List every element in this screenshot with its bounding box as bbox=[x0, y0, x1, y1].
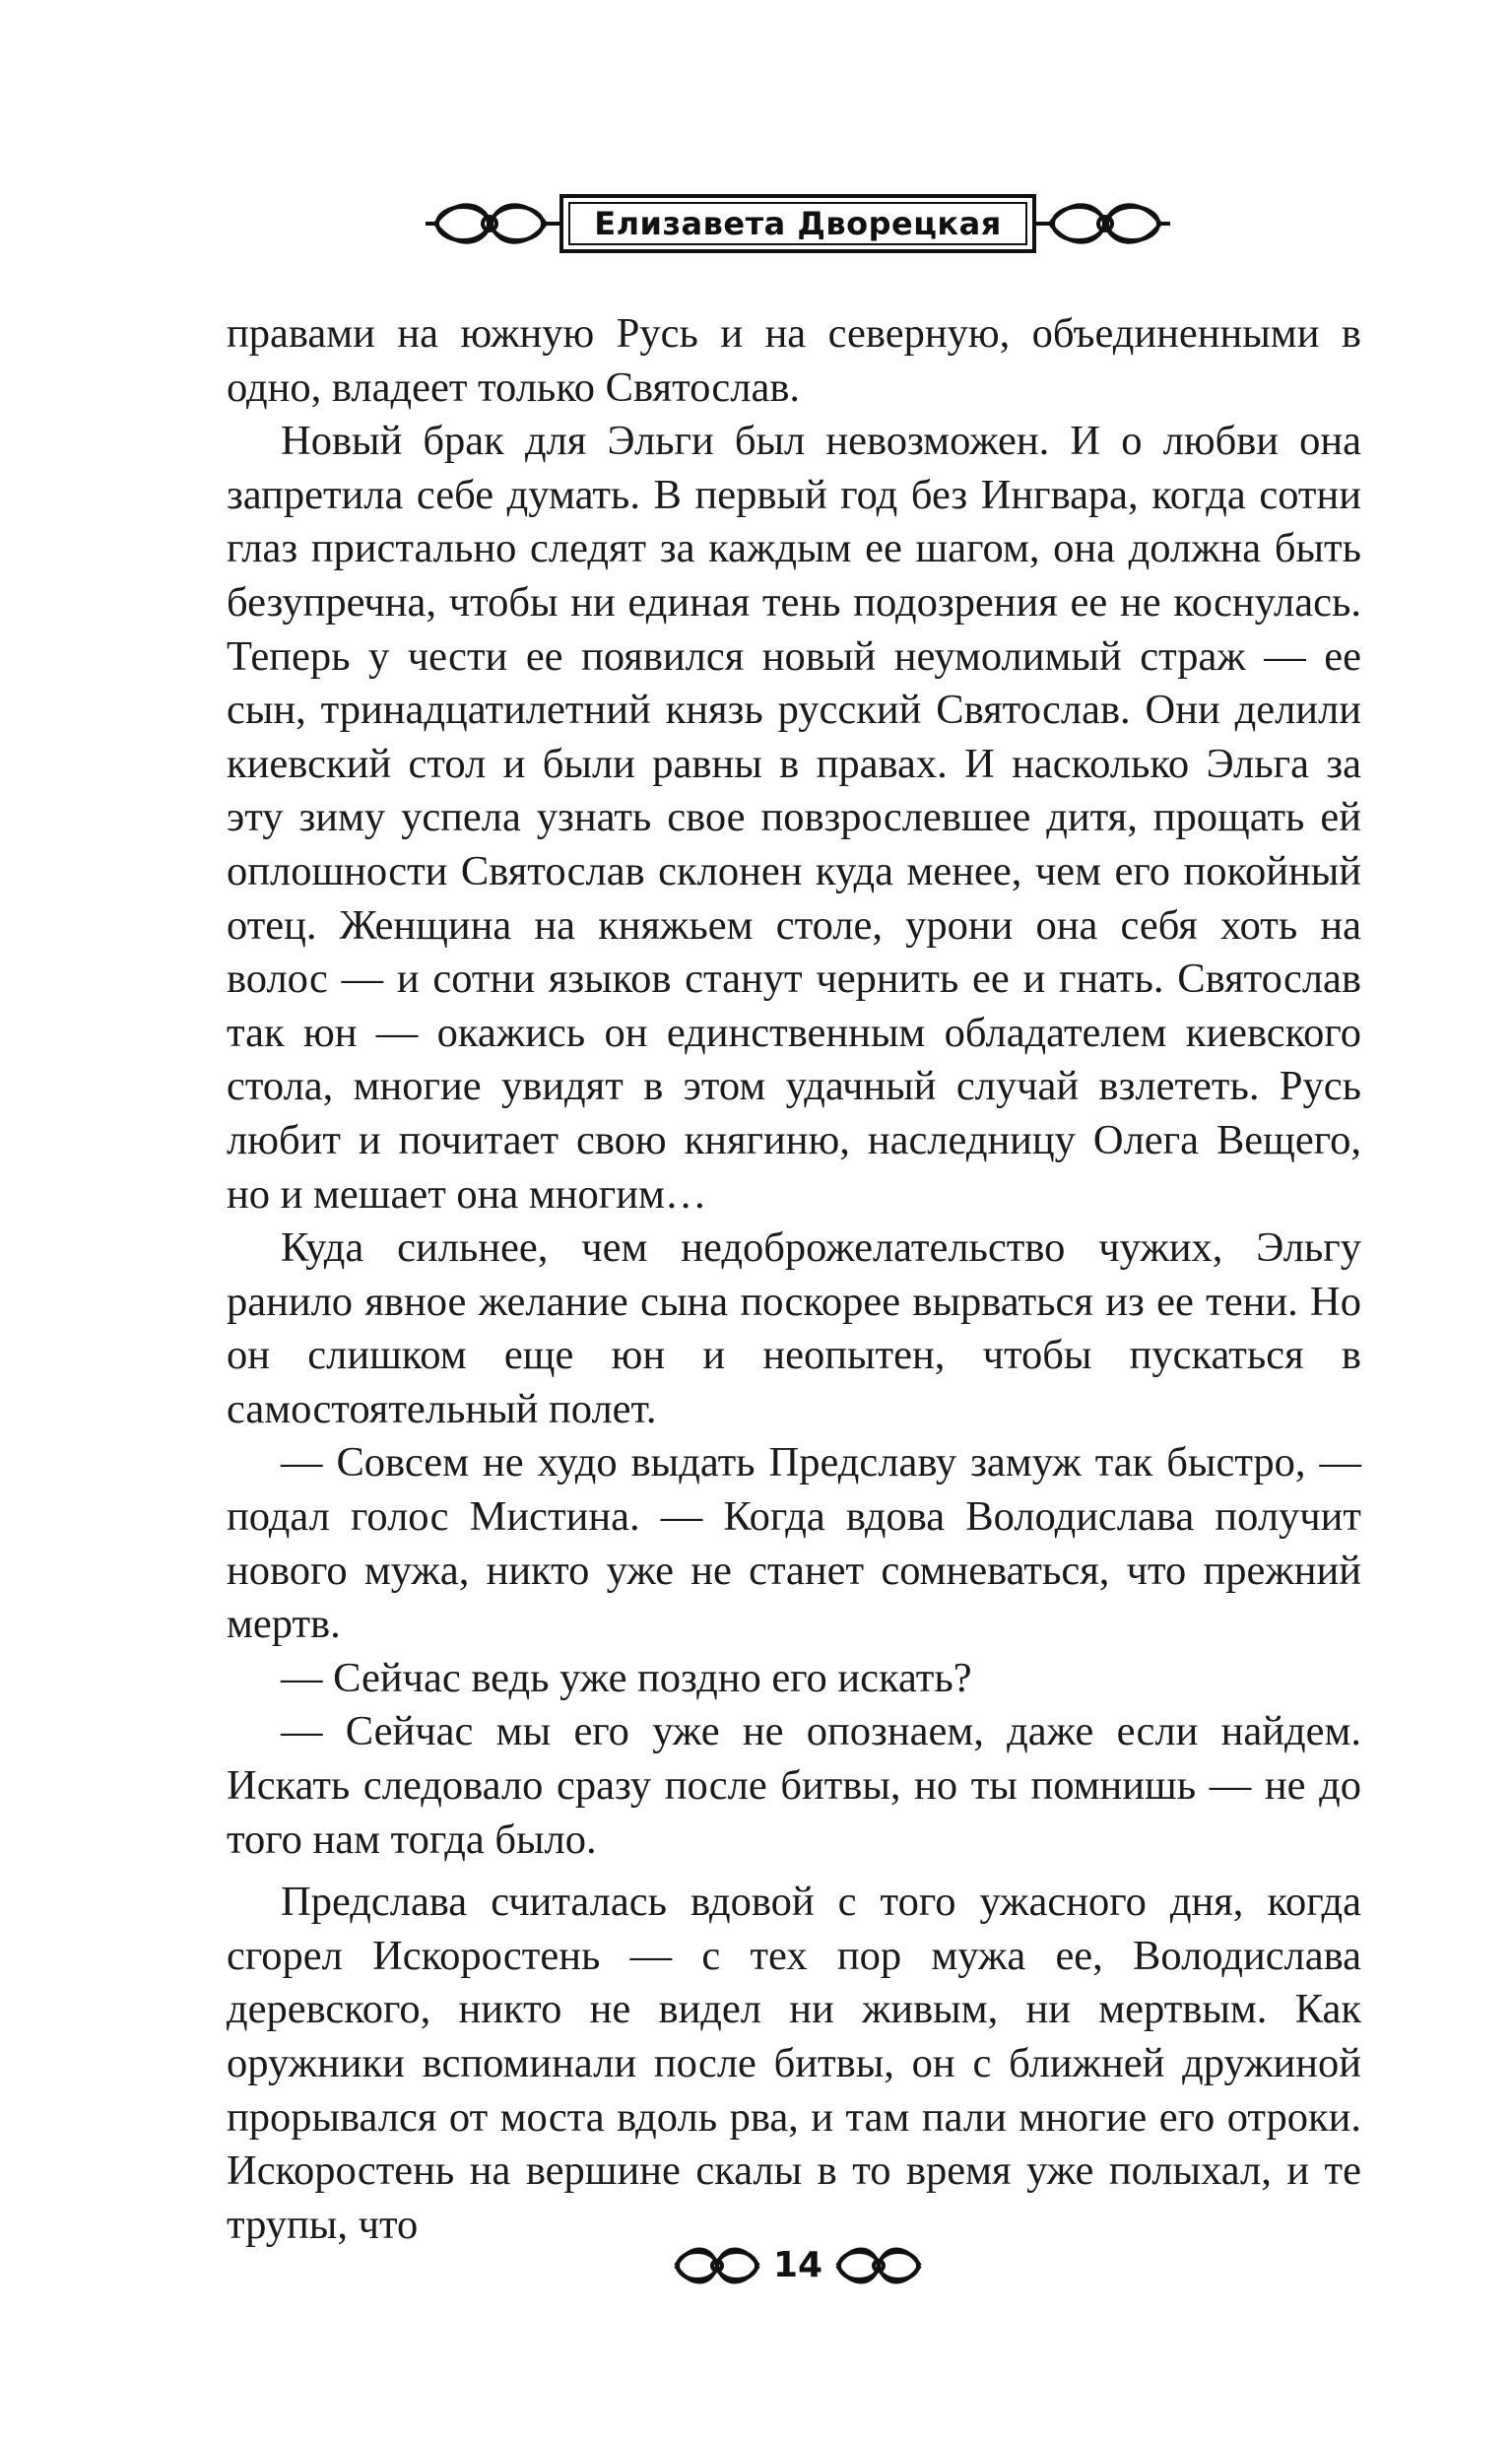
running-header bbox=[424, 193, 1172, 254]
author-name: Елизавета Дворецкая bbox=[594, 205, 1002, 242]
celtic-knot-footer-left-icon bbox=[676, 2250, 758, 2282]
celtic-knot-left-icon bbox=[426, 205, 546, 242]
page-number: 14 bbox=[772, 2245, 823, 2285]
celtic-knot-right-icon bbox=[1050, 205, 1170, 242]
paragraph: Предслава считалась вдовой с того ужасного дня, когда сгорел Искоростень — с тех пор мужа ее, Володислава деревского, никто не видел ни живым, ни мертвым. Как оружники вспоминали после битвы, он с ближней дружиной прорывался от моста вдоль рва, и там пали многие его отроки. Искоростень на вершине скалы в то время уже полыхал, и те трупы, что bbox=[227, 1879, 1361, 2248]
dialogue-paragraph: — Совсем не худо выдать Предславу замуж так быстро, — подал голос Мистина. — Когда вдова Володислава получит нового мужа, никто уже не станет сомневаться, что прежний мертв. bbox=[227, 1439, 1361, 1648]
dialogue-paragraph: — Сейчас ведь уже поздно его искать? bbox=[281, 1654, 972, 1701]
paragraph: правами на южную Русь и на северную, объединенными в одно, владеет только Святослав. bbox=[227, 310, 1361, 411]
paragraph: Куда сильнее, чем недоброжелательство чужих, Эльгу ранило явное желание сына поскорее вырваться из ее тени. Но он слишком еще юн и неопытен, чтобы пускаться в самостоятельный полет. bbox=[227, 1224, 1361, 1432]
celtic-knot-footer-right-icon bbox=[837, 2250, 920, 2282]
dialogue-paragraph: — Сейчас мы его уже не опознаем, даже если найдем. Искать следовало сразу после битвы, но ты помнишь — не до того нам тогда было. bbox=[227, 1708, 1361, 1863]
paragraph: Новый брак для Эльги был невозможен. И о любви она запретила себе думать. В первый год без Ингвара, когда сотни глаз пристально следят за каждым ее шагом, она должна быть безупречна, чтобы ни единая тень подозрения ее не коснулась. Теперь у чести ее появился новый неумолимый страж — ее сын, тринадцатилетний князь русский Святослав. Они делили киевский стол и были равны в правах. И насколько Эльга за эту зиму успела узнать свое повзрослевшее дитя, прощать ей оплошности Святослав склонен куда менее, чем его покойный отец. Женщина на княжьем столе, урони она себя хоть на волос — и сотни языков станут чернить ее и гнать. Святослав так юн — окажись он единственным обладателем киевского стола, многие увидят в этом удачный случай взлететь. Русь любит и почитает свою княгиню, наследницу Олега Вещего, но и мешает она многим… bbox=[227, 418, 1361, 1218]
body-text bbox=[227, 307, 1361, 2252]
page-footer bbox=[670, 2236, 926, 2295]
